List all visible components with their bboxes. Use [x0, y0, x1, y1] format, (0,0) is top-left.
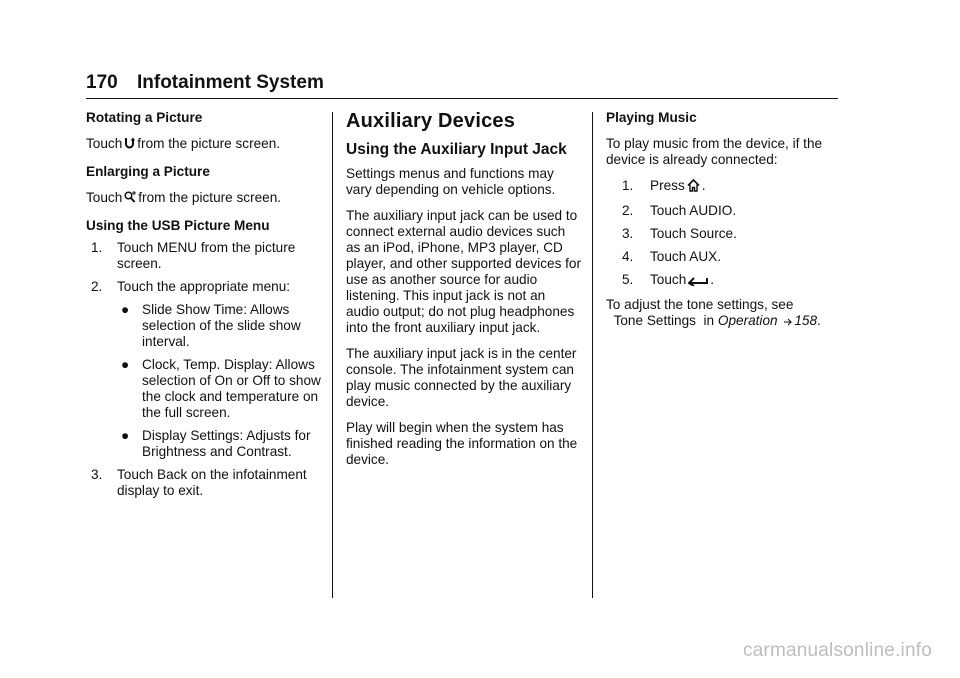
list-item [86, 302, 324, 350]
step-text: Touch MENU from the picture screen. [117, 240, 296, 271]
list-item [86, 428, 324, 460]
step-end: . [701, 178, 706, 193]
list-item [606, 203, 842, 219]
step-number: 2. [91, 279, 103, 294]
step-text: Touch AUDIO. [650, 203, 737, 218]
step-text: Touch the appropriate menu: [117, 279, 291, 294]
back-icon [688, 274, 708, 290]
list-item [606, 178, 842, 196]
playing-steps [606, 178, 842, 290]
list-item [606, 249, 842, 265]
bullet: ● [121, 357, 130, 372]
tone-pre: To adjust the tone settings, see [606, 297, 794, 312]
bullet-text: Clock, Temp. Display: Allows selection of On or Off to show the clock and temperature on the full screen. [142, 357, 321, 420]
zoom-icon [124, 191, 136, 208]
usb-steps [86, 240, 324, 499]
enlarging-text [86, 190, 324, 208]
paragraph: The auxiliary input jack can be used to connect external audio devices such as an iPod, iPhone, MP3 player, CD player, and other supported devices for use as another source for audio listening. This input jack is not an audio output; do not plug headphones into the front auxiliary input jack. [346, 208, 582, 335]
column-right [606, 110, 842, 341]
step-number: 3. [91, 467, 103, 482]
subsection-heading: Using the Auxiliary Input Jack [346, 141, 567, 158]
step-end: . [710, 272, 715, 287]
bullet: ● [121, 428, 130, 443]
column-left [86, 110, 324, 506]
rotating-post: from the picture screen. [137, 136, 281, 151]
paragraph: The auxiliary input jack is in the center console. The infotainment system can play music connected by the auxiliary device. [346, 346, 577, 409]
bullet: ● [121, 302, 130, 317]
page-ref-number[interactable]: 158 [794, 313, 818, 328]
header-rule [86, 98, 838, 99]
column-divider-1 [332, 112, 333, 598]
operation-link[interactable]: Operation [717, 313, 778, 328]
page-number: 170 [86, 72, 118, 93]
watermark: carmanualsonline.info [742, 640, 932, 661]
tone-in: in [703, 313, 715, 328]
column-middle [346, 110, 582, 478]
step-number: 4. [622, 249, 634, 264]
rotate-icon [124, 137, 135, 154]
page-header [86, 72, 324, 94]
list-item [86, 467, 324, 499]
rotating-pre: Touch [86, 136, 123, 151]
section-title: Infotainment System [136, 72, 324, 93]
enlarging-heading: Enlarging a Picture [86, 164, 210, 179]
list-item [86, 240, 324, 272]
paragraph: Settings menus and functions may vary depending on vehicle options. [346, 166, 556, 197]
paragraph: Play will begin when the system has finished reading the information on the device. [346, 420, 578, 467]
rotating-heading: Rotating a Picture [86, 110, 203, 125]
step-text: Touch [650, 272, 687, 287]
playing-intro: To play music from the device, if the device is already connected: [606, 136, 823, 167]
step-text: Touch Back on the infotainment display to exit. [117, 467, 307, 498]
enlarging-pre: Touch [86, 190, 123, 205]
column-divider-2 [592, 112, 593, 598]
step-number: 1. [91, 240, 103, 255]
home-icon [687, 179, 700, 196]
step-text: Press [650, 178, 685, 193]
section-heading: Auxiliary Devices [346, 110, 516, 132]
list-item [606, 272, 842, 290]
step-number: 2. [622, 203, 634, 218]
step-number: 1. [622, 178, 634, 193]
playing-music-heading: Playing Music [606, 110, 697, 125]
list-item [86, 357, 324, 421]
tone-reference [606, 297, 842, 331]
usb-menu-heading: Using the USB Picture Menu [86, 218, 270, 233]
step-text: Touch AUX. [650, 249, 722, 264]
tone-end: . [817, 313, 821, 328]
bullet-text: Display Settings: Adjusts for Brightness and Contrast. [142, 428, 311, 459]
step-number: 3. [622, 226, 634, 241]
page-ref-icon [783, 315, 792, 331]
list-item [606, 226, 842, 242]
tone-ref: Tone Settings [613, 313, 696, 328]
bullet-text: Slide Show Time: Allows selection of the slide show interval. [142, 302, 301, 349]
list-item [86, 279, 324, 295]
step-text: Touch Source. [650, 226, 737, 241]
enlarging-post: from the picture screen. [138, 190, 282, 205]
step-number: 5. [622, 272, 634, 287]
rotating-text [86, 136, 324, 154]
